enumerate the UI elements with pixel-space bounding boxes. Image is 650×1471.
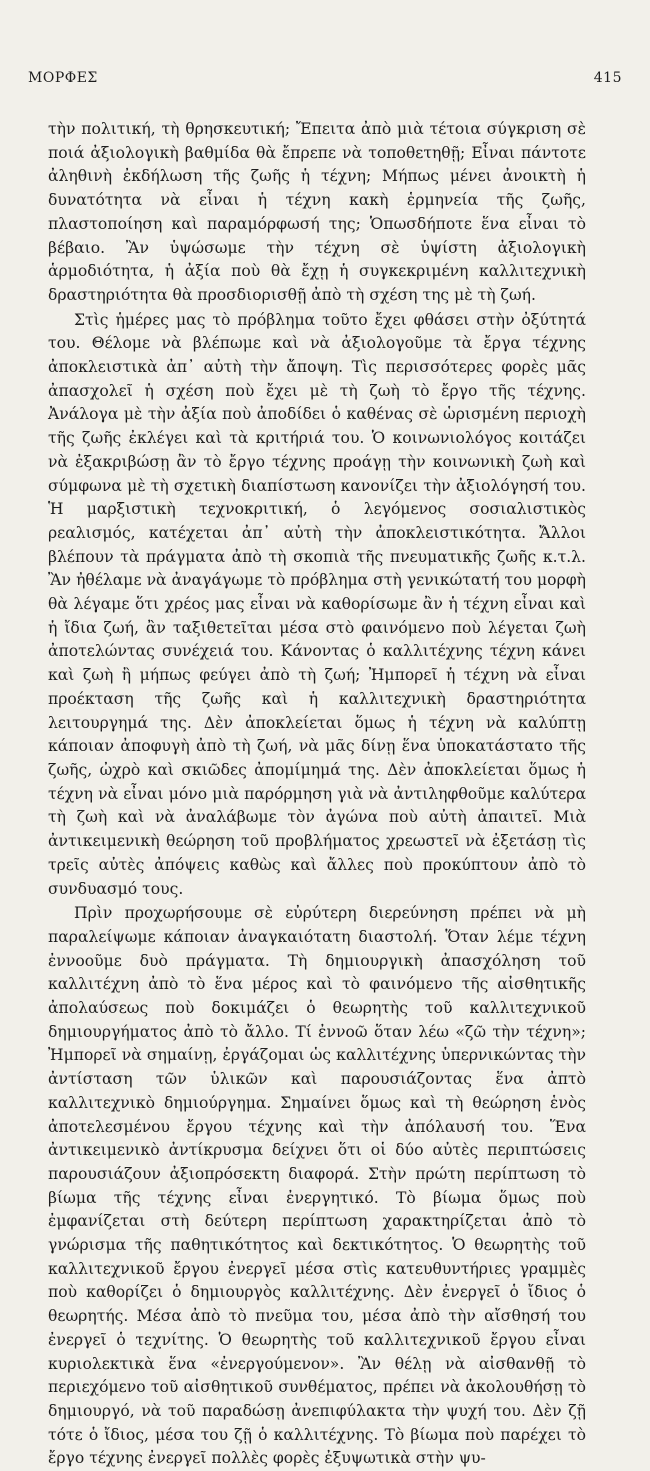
paragraph-2: Στὶς ἡμέρες μας τὸ πρόβλημα τοῦτο ἔχει φθάσει στὴν ὀξύτητά του. Θέλομε νὰ βλέπωμε καὶ νὰ ἀξιολογοῦμε τὰ ἔργα τέχνης ἀποκλειστικὰ ἀπ᾿ αὐτὴ τὴν ἄποψη. Τὶς περισσότερες φορὲς μᾶς ἀπασχολεῖ ἡ σχέση ποὺ ἔχει μὲ τὴ ζωὴ τὸ ἔργο τῆς τέχνης. Ἀνάλογα μὲ τὴν ἀξία ποὺ ἀποδίδει ὁ καθένας σὲ ὡρισμένη περιοχὴ τῆς ζωῆς ἐκλέγει καὶ τὰ κριτήριά του. Ὁ κοινωνιολόγος κοιτάζει νὰ ἐξακριβώσῃ ἂν τὸ ἔργο τέχνης προάγῃ τὴν κοινωνικὴ ζωὴ καὶ σύμφωνα μὲ τὴ σχετικὴ διαπίστωση κανονίζει τὴν ἀξιολόγησή του. Ἡ μαρξιστικὴ τεχνοκριτική, ὁ λεγόμενος σοσιαλιστικὸς ρεαλισμός, κατέχεται ἀπ᾿ αὐτὴ τὴν ἀποκλειστικότητα. Ἄλλοι βλέπουν τὰ πράγματα ἀπὸ τὴ σκοπιὰ τῆς πνευματικῆς ζωῆς κ.τ.λ. Ἂν ἠθέλαμε νὰ ἀναγάγωμε τὸ πρόβλημα στὴ γενικώτατή του μορφὴ θὰ λέγαμε ὅτι χρέος μας εἶναι νὰ καθορίσωμε ἂν ἡ τέχνη εἶναι καὶ ἡ ἴδια ζωή, ἂν ταξιθετεῖται μέσα στὸ φαινόμενο ποὺ λέγεται ζωὴ ἀποτελώντας συνέχειά του. Κάνοντας ὁ καλλιτέχνης τέχνη κάνει καὶ ζωὴ ἢ μήπως φεύγει ἀπὸ τὴ ζωή; Ἠμπορεῖ ἡ τέχνη νὰ εἶναι προέκταση τῆς ζωῆς καὶ ἡ καλλιτεχνικὴ δραστηριότητα λειτουργημά της. Δὲν ἀποκλείεται ὅμως ἡ τέχνη νὰ καλύπτῃ κάποιαν ἀποφυγὴ ἀπὸ τὴ ζωή, νὰ μᾶς δίνῃ ἕνα ὑποκατάστατο τῆς ζωῆς, ὠχρὸ καὶ σκιῶδες ἀπομίμημά της. Δὲν ἀποκλείεται ὅμως ἡ τέχνη νὰ εἶναι μόνο μιὰ παρόρμηση γιὰ νὰ ἀντιληφθοῦμε καλύτερα τὴ ζωὴ καὶ νὰ ἀναλάβωμε τὸν ἀγώνα ποὺ αὐτὴ ἀπαιτεῖ. Μιὰ ἀντικειμενικὴ θεώρηση τοῦ προβλήματος χρεωστεῖ νὰ ἐξετάσῃ τὶς τρεῖς αὐτὲς ἀπόψεις καθὼς καὶ ἄλλες ποὺ προκύπτουν ἀπὸ τὸ συνδυασμό τους.	[48, 310, 586, 898]
page-number: 415	[593, 70, 622, 86]
page-header	[28, 70, 622, 86]
paragraph-3: Πρὶν προχωρήσουμε σὲ εὐρύτερη διερεύνηση πρέπει νὰ μὴ παραλείψωμε κάποιαν ἀναγκαιότατη διαστολή. Ὅταν λέμε τέχνη ἐννοοῦμε δυὸ πράγματα. Τὴ δημιουργικὴ ἀπασχόληση τοῦ καλλιτέχνη ἀπὸ τὸ ἕνα μέρος καὶ τὸ φαινόμενο τῆς αἰσθητικῆς ἀπολαύσεως ποὺ δοκιμάζει ὁ θεωρητὴς τοῦ καλλιτεχνικοῦ δημιουργήματος ἀπὸ τὸ ἄλλο. Τί ἐννοῶ ὅταν λέω «ζῶ τὴν τέχνη»; Ἠμπορεῖ νὰ σημαίνῃ, ἐργάζομαι ὡς καλλιτέχνης ὑπερνικώντας τὴν ἀντίσταση τῶν ὑλικῶν καὶ παρουσιάζοντας ἕνα ἀπτὸ καλλιτεχνικὸ δημιούργημα. Σημαίνει ὅμως καὶ τὴ θεώρηση ἑνὸς ἀποτελεσμένου ἔργου τέχνης καὶ τὴν ἀπόλαυσή του. Ἕνα ἀντικειμενικὸ ἀντίκρυσμα δείχνει ὅτι οἱ δύο αὐτὲς περιπτώσεις παρουσιάζουν ἀξιοπρόσεκτη διαφορά. Στὴν πρώτη περίπτωση τὸ βίωμα τῆς τέχνης εἶναι ἐνεργητικό. Τὸ βίωμα ὅμως ποὺ ἐμφανίζεται στὴ δεύτερη περίπτωση χαρακτηρίζεται ἀπὸ τὸ γνώρισμα τῆς παθητικότητος καὶ δεκτικότητος. Ὁ θεωρητὴς τοῦ καλλιτεχνικοῦ ἔργου ἐνεργεῖ μέσα στὶς κατευθυντήριες γραμμὲς ποὺ καθορίζει ὁ δημιουργὸς καλλιτέχνης. Δὲν ἐνεργεῖ ὁ ἴδιος ὁ θεωρητής. Μέσα ἀπὸ τὸ πνεῦμα του, μέσα ἀπὸ τὴν αἴσθησή του ἐνεργεῖ ὁ τεχνίτης. Ὁ θεωρητὴς τοῦ καλλιτεχνικοῦ ἔργου εἶναι κυριολεκτικὰ ἕνα «ἐνεργούμενον». Ἂν θέλῃ νὰ αἰσθανθῇ τὸ περιεχόμενο τοῦ αἰσθητικοῦ συνθέματος, πρέπει νὰ ἀκολουθήσῃ τὸ δημιουργό, νὰ τοῦ παραδώσῃ ἀνεπιφύλακτα τὴν ψυχή του. Δὲν ζῇ τότε ὁ ἴδιος, μέσα του ζῇ ὁ καλλιτέχνης. Τὸ βίωμα ποὺ παρέχει τὸ ἔργο τέχνης ἐνεργεῖ πολλὲς φορὲς ἐξυψωτικὰ στὴν ψυ-	[48, 904, 586, 1468]
paragraph-1: τὴν πολιτική, τὴ θρησκευτική; Ἔπειτα ἀπὸ μιὰ τέτοια σύγκριση σὲ ποιά ἀξιολογικὴ βαθμίδα θὰ ἔπρεπε νὰ τοποθετηθῇ; Εἶναι πάντοτε ἀληθινὴ ἐκδήλωση τῆς ζωῆς ἡ τέχνη; Μήπως μένει ἀνοικτὴ ἡ δυνατότητα νὰ εἶναι ἡ τέχνη κακὴ ἑρμηνεία τῆς ζωῆς, πλαστοποίηση καὶ παραμόρφωσή της; Ὁπωσδήποτε ἕνα εἶναι τὸ βέβαιο. Ἂν ὑψώσωμε τὴν τέχνη σὲ ὑψίστη ἀξιολογικὴ ἁρμοδιότητα, ἡ ἀξία ποὺ θὰ ἔχῃ ἡ συγκεκριμένη καλλιτεχνικὴ δραστηριότητα θὰ προσδιορισθῇ ἀπὸ τὴ σχέση της μὲ τὴ ζωή.	[48, 120, 586, 304]
body-text	[48, 118, 586, 1471]
running-title: ΜΟΡΦΕΣ	[28, 70, 98, 86]
